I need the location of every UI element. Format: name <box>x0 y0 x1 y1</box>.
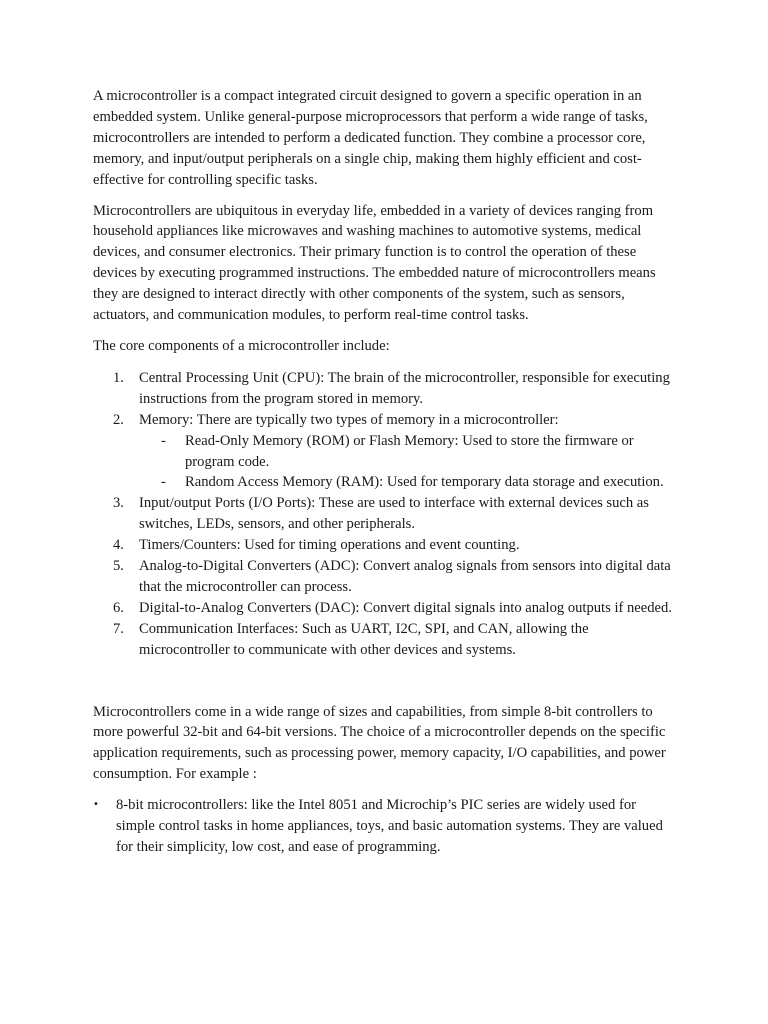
list-item-number: 3. <box>113 495 124 512</box>
list-item-text: Timers/Counters: Used for timing operations and event counting. <box>139 537 520 554</box>
list-item <box>93 556 678 598</box>
list-item-text: Communication Interfaces: Such as UART, I2C, SPI, and CAN, allowing the microcontroller to communicate with other devices and systems. <box>139 620 589 658</box>
list-item-text: Central Processing Unit (CPU): The brain of the microcontroller, responsible for executing instructions from the program stored in memory. <box>139 369 670 407</box>
range-paragraph: Microcontrollers come in a wide range of sizes and capabilities, from simple 8-bit controllers to more powerful 32-bit and 64-bit versions. The choice of a microcontroller depends on the specific application requirements, such as processing power, memory capacity, I/O capabilities, and power consumption. For example : <box>93 703 666 783</box>
list-item-text: Analog-to-Digital Converters (ADC): Convert analog signals from sensors into digital data that the microcontroller can process. <box>139 558 671 595</box>
sub-list-item-text: Read-Only Memory (ROM) or Flash Memory: Used to store the firmware or program code. <box>185 432 634 470</box>
document-page <box>93 86 678 858</box>
list-item <box>93 598 678 619</box>
dash-marker: - <box>161 474 166 491</box>
sub-list-item <box>139 472 678 493</box>
list-item-text: Digital-to-Analog Converters (DAC): Convert digital signals into analog outputs if needed. <box>139 599 672 616</box>
list-item-number: 5. <box>113 558 124 575</box>
list-item-number: 4. <box>113 537 124 554</box>
sub-list-item <box>139 431 678 473</box>
list-item-number: 2. <box>113 411 124 428</box>
examples-list <box>93 795 678 858</box>
spacer <box>93 661 678 702</box>
intro-paragraph: A microcontroller is a compact integrated circuit designed to govern a specific operation in an embedded system. Unlike general-purpose microprocessors that perform a wide range of tasks, microcontrollers are intended to perform a dedicated function. They combine a processor core, memory, and input/output peripherals on a single chip, making them highly efficient and cost-effective for controlling specific tasks. <box>93 88 648 188</box>
bullet-item <box>93 795 678 858</box>
list-item <box>93 410 678 494</box>
core-components-list <box>93 368 678 661</box>
list-item <box>93 619 678 661</box>
list-item-text: Memory: There are typically two types of memory in a microcontroller: <box>139 411 559 428</box>
bullet-item-text: 8-bit microcontrollers: like the Intel 8051 and Microchip’s PIC series are widely used for simple control tasks in home appliances, toys, and basic automation systems. They are valued for their simplicity, low cost, and ease of programming. <box>116 797 663 855</box>
dash-marker: - <box>161 432 166 449</box>
list-item <box>93 535 678 556</box>
list-item-number: 6. <box>113 599 124 616</box>
bullet-marker: • <box>93 799 99 811</box>
list-item <box>93 493 678 535</box>
sub-list-item-text: Random Access Memory (RAM): Used for temporary data storage and execution. <box>185 474 664 491</box>
list-item-text: Input/output Ports (I/O Ports): These are used to interface with external devices such as switches, LEDs, sensors, and other peripherals. <box>139 495 649 533</box>
list-item-number: 1. <box>113 369 124 386</box>
ubiquitous-paragraph: Microcontrollers are ubiquitous in everyday life, embedded in a variety of devices ranging from household appliances like microwaves and washing machines to automotive systems, medical devices, and consumer electronics. Their primary function is to control the operation of these devices by executing programmed instructions. The embedded nature of microcontrollers means they are designed to interact directly with other components of the system, such as sensors, actuators, and communication modules, to perform real-time control tasks. <box>93 202 656 324</box>
list-item <box>93 368 678 410</box>
list-item-number: 7. <box>113 620 124 637</box>
core-components-intro: The core components of a microcontroller include: <box>93 337 390 354</box>
memory-types-list <box>139 431 678 494</box>
